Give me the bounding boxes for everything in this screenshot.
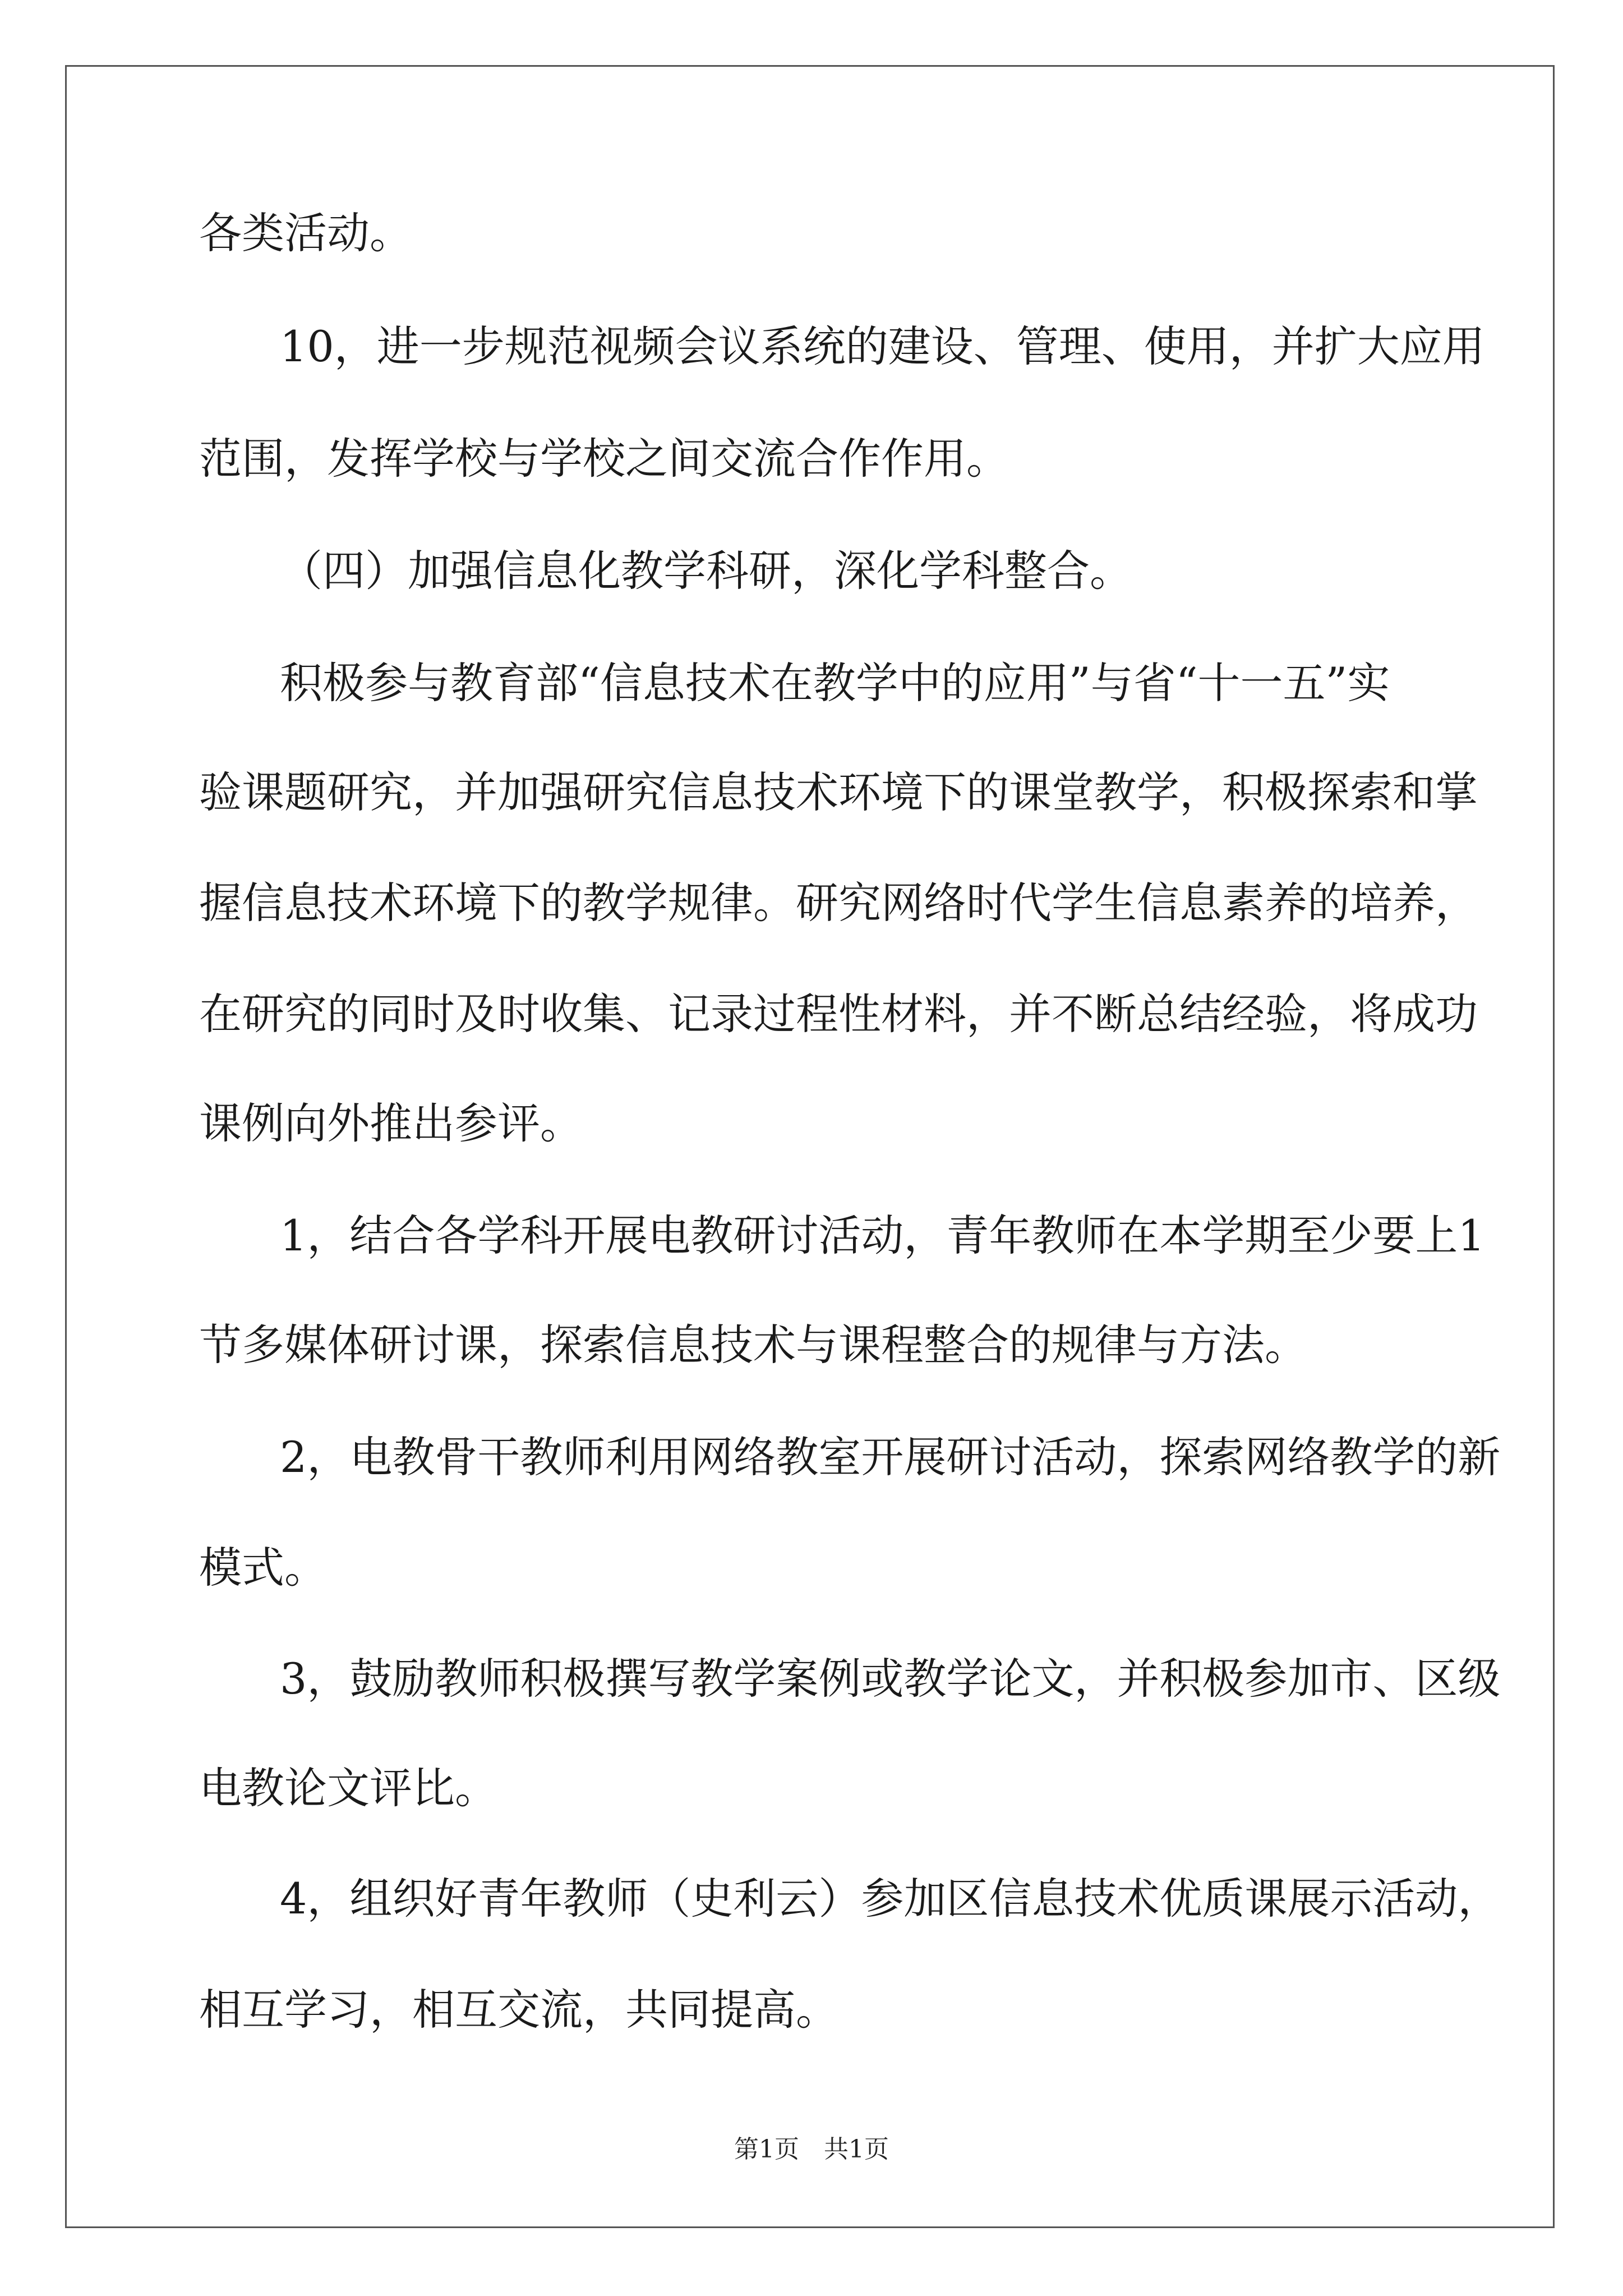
- text-line: 各类活动。: [199, 208, 412, 258]
- text-line: 电教论文评比。: [199, 1763, 497, 1813]
- page-footer: 第1页 共1页: [734, 2135, 889, 2164]
- text-line: 1，结合各学科开展电教研讨活动，青年教师在本学期至少要上1: [280, 1211, 1485, 1260]
- text-line: 在研究的同时及时收集、记录过程性材料，并不断总结经验，将成功: [199, 989, 1478, 1039]
- section-heading: （四）加强信息化教学科研，深化学科整合。: [280, 546, 1132, 596]
- text-line: 积极参与教育部“信息技术在教学中的应用”与省“十一五”实: [280, 658, 1390, 708]
- text-line: 10，进一步规范视频会议系统的建设、管理、使用，并扩大应用: [280, 321, 1485, 371]
- text-line: 4，组织好青年教师（史利云）参加区信息技术优质课展示活动，: [280, 1874, 1501, 1924]
- text-line: 相互学习，相互交流，共同提高。: [199, 1985, 838, 2035]
- text-line: 节多媒体研讨课，探索信息技术与课程整合的规律与方法。: [199, 1320, 1307, 1370]
- document-body: [199, 0, 1501, 2076]
- text-line: 3，鼓励教师积极撰写教学案例或教学论文，并积极参加市、区级: [280, 1654, 1501, 1704]
- text-line: 握信息技术环境下的教学规律。研究网络时代学生信息素养的培养，: [199, 878, 1478, 928]
- text-line: 验课题研究，并加强研究信息技术环境下的课堂教学，积极探索和掌: [199, 767, 1478, 817]
- text-line: 范围，发挥学校与学校之间交流合作作用。: [199, 434, 1009, 484]
- text-line: 课例向外推出参评。: [199, 1098, 583, 1148]
- text-line: 2，电教骨干教师利用网络教室开展研讨活动，探索网络教学的新: [280, 1432, 1501, 1482]
- text-line: 模式。: [199, 1543, 327, 1593]
